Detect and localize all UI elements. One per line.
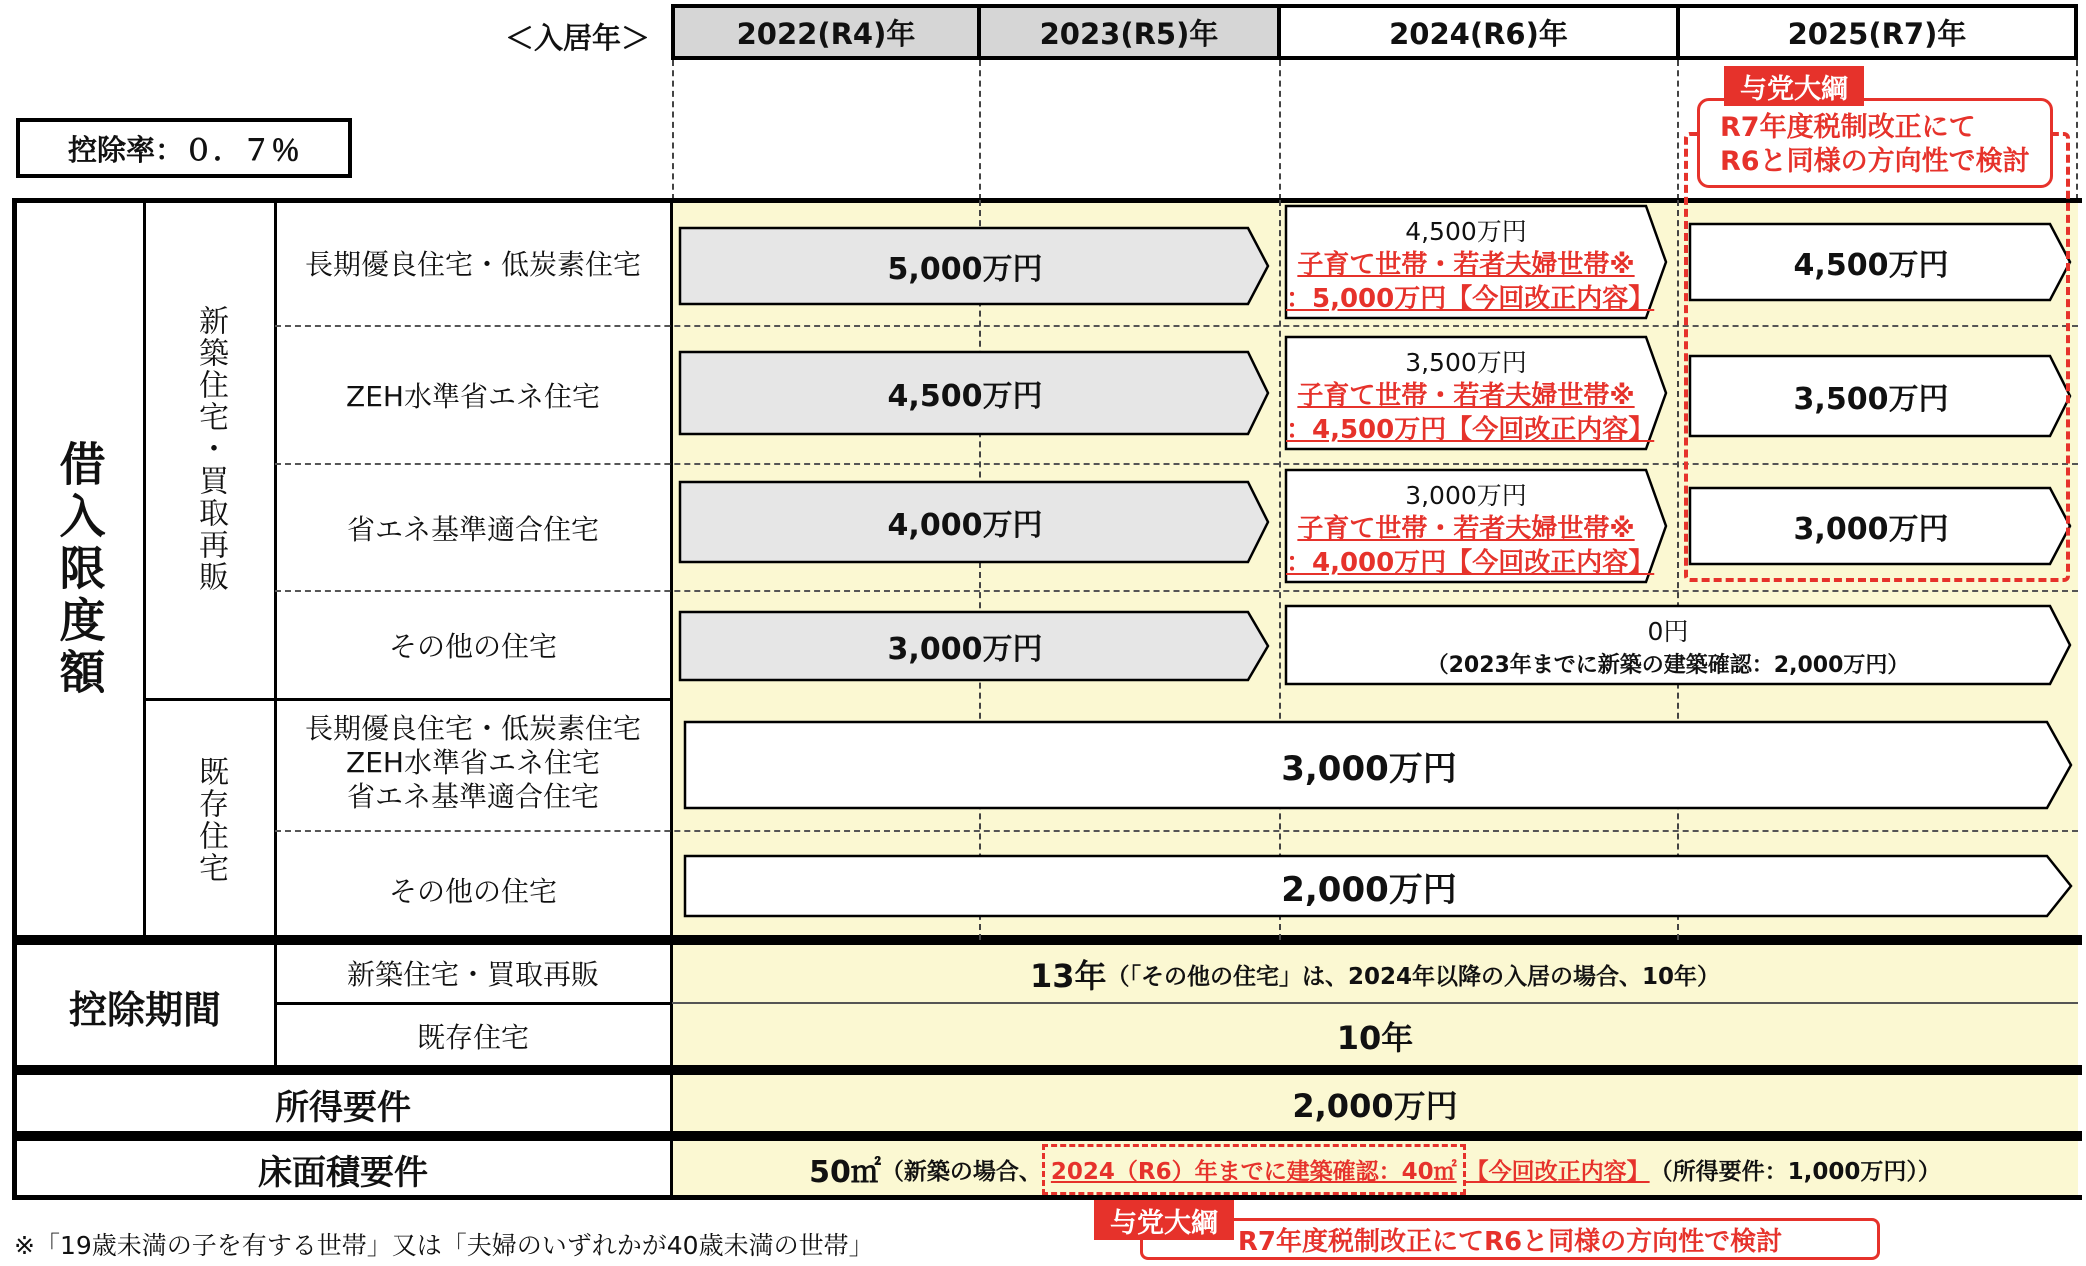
row-label-energy: 省エネ基準適合住宅 <box>346 512 599 546</box>
arrow-r45-other: 3,000万円 <box>680 612 1270 680</box>
income-label: 所得要件 <box>275 1087 411 1128</box>
income-value: 2,000万円 <box>1292 1087 1458 1125</box>
borrow-limit-label: 借入限度額 <box>52 440 107 700</box>
nyukyo-label: ＜入居年＞ <box>505 21 651 55</box>
row-label-period-new: 新築住宅・買取再販 <box>346 958 599 991</box>
row-label-period-existing: 既存住宅 <box>416 1021 529 1054</box>
arrow-existing-other: 2,000万円 <box>685 856 2073 916</box>
arrow-r6-zeh: 3,500万円 子育て世帯・若者夫婦世帯※ ：4,500万円【今回改正内容】 <box>1286 337 1668 449</box>
year-header-2024: 2024(R6)年 <box>1277 4 1680 60</box>
row-label-existing-cert: 長期優良住宅・低炭素住宅 ZEH水準省エネ住宅 省エネ基準適合住宅 <box>304 712 641 813</box>
arrow-r67-other: 0円 （2023年までに新築の建築確認：2,000万円） <box>1286 606 2072 684</box>
r7-note-box: R7年度税制改正にて R6と同様の方向性で検討 <box>1697 98 2053 188</box>
footnote: ※「19歳未満の子を有する世帯」又は「夫婦のいずれかが40歳未満の世帯」 <box>14 1231 874 1260</box>
year-header-2023: 2023(R5)年 <box>977 4 1281 60</box>
bottom-note-box: R7年度税制改正にてR6と同様の方向性で検討 <box>1140 1218 1880 1260</box>
period-label: 控除期間 <box>68 987 221 1032</box>
period-new-value: 13年 （「その他の住宅」は、2024年以降の入居の場合、10年） <box>1029 957 1721 995</box>
existing-label: 既存住宅 <box>193 756 228 884</box>
arrow-r7-energy: 3,000万円 <box>1690 488 2072 564</box>
row-label-long-term: 長期優良住宅・低炭素住宅 <box>304 247 641 281</box>
arrow-r7-zeh: 3,500万円 <box>1690 356 2072 436</box>
deduction-rate-box: 控除率：０．７％ <box>16 118 352 178</box>
floor-red-highlight: 2024（R6）年までに建築確認：40㎡ <box>1042 1144 1466 1195</box>
arrow-r6-energy: 3,000万円 子育て世帯・若者夫婦世帯※ ：4,000万円【今回改正内容】 <box>1286 470 1668 582</box>
arrow-existing-cert: 3,000万円 <box>685 722 2073 808</box>
yoto-badge-top: 与党大綱 <box>1724 66 1864 106</box>
new-build-label: 新築住宅・買取再販 <box>193 305 228 593</box>
floor-label: 床面積要件 <box>258 1152 428 1193</box>
year-header-2022: 2022(R4)年 <box>671 4 981 60</box>
arrow-r7-long: 4,500万円 <box>1690 224 2072 300</box>
row-label-existing-other: その他の住宅 <box>388 875 557 908</box>
row-label-other: その他の住宅 <box>388 630 557 663</box>
floor-value: 50㎡ （新築の場合、 2024（R6）年までに建築確認：40㎡ 【今回改正内容】 （所得要件：1,000万円）） <box>672 1140 2078 1198</box>
row-label-zeh: ZEH水準省エネ住宅 <box>346 380 600 413</box>
r7-dashed-frame <box>1684 132 2070 582</box>
arrow-r45-long: 5,000万円 <box>680 228 1270 304</box>
yoto-badge-bottom: 与党大綱 <box>1094 1200 1234 1240</box>
arrow-r45-zeh: 4,500万円 <box>680 352 1270 434</box>
period-existing-value: 10年 <box>1336 1019 1414 1057</box>
arrow-r45-energy: 4,000万円 <box>680 482 1270 562</box>
year-header-2025: 2025(R7)年 <box>1676 4 2078 60</box>
arrow-r6-long: 4,500万円 子育て世帯・若者夫婦世帯※ ：5,000万円【今回改正内容】 <box>1286 206 1668 318</box>
